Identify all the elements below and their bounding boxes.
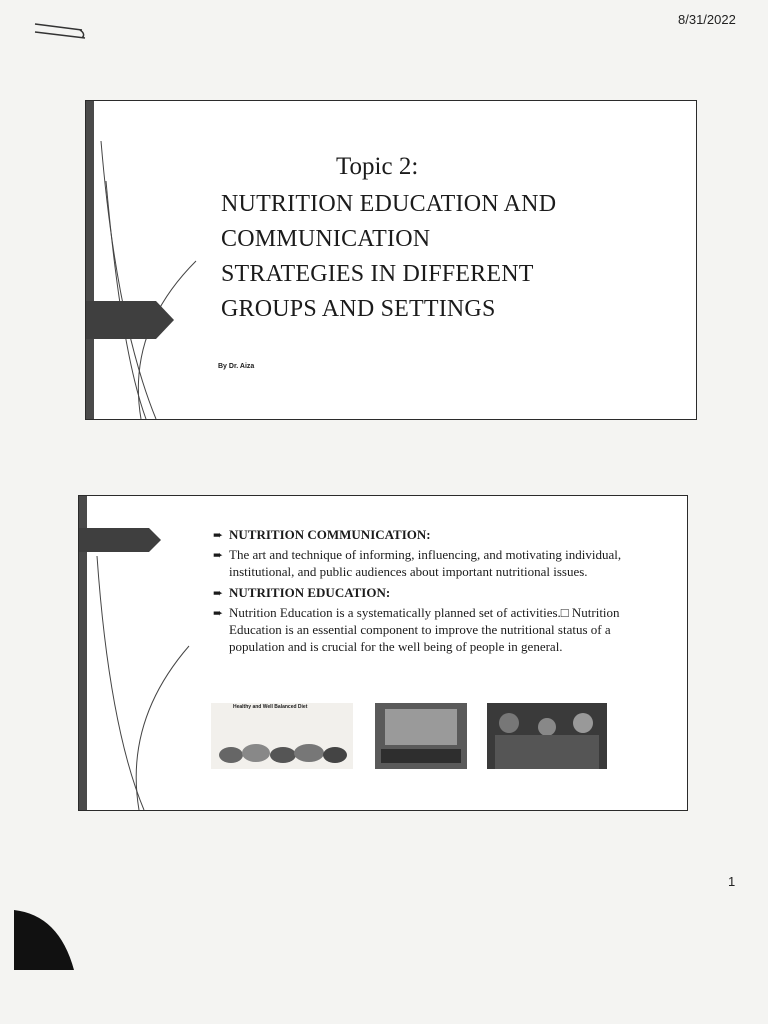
print-date: 8/31/2022 — [678, 12, 736, 27]
staple-mark-icon — [30, 18, 90, 42]
title-line: NUTRITION EDUCATION AND — [221, 191, 557, 217]
bullet-list — [213, 526, 653, 659]
classroom-photo — [375, 703, 467, 769]
title-line: COMMUNICATION — [221, 226, 431, 252]
bullet-text: Nutrition Education is a systematically planned set of activities.□ Nutrition Education is an essential component to improve the nutritional status of a population and is crucial for the well being of people in general. — [229, 605, 620, 654]
arrow-bullet-icon: ➨ — [213, 528, 224, 542]
slide-title — [221, 187, 681, 327]
arrow-bullet-icon: ➨ — [213, 548, 224, 562]
presentation-screen-icon — [375, 703, 467, 769]
page-number: 1 — [728, 874, 736, 889]
title-line: STRATEGIES IN DIFFERENT — [221, 261, 534, 287]
bullet-heading — [213, 526, 653, 543]
arrow-marker-icon — [79, 528, 163, 552]
bullet-item — [213, 546, 653, 580]
bullet-text: The art and technique of informing, influencing, and motivating individual, institutional, and public audiences about important nutritional issues. — [229, 547, 622, 579]
author-byline: By Dr. Aiza — [218, 363, 255, 370]
people-group-icon — [487, 703, 607, 769]
bullet-heading — [213, 584, 653, 601]
photo-caption: Healthy and Well Balanced Diet — [233, 704, 308, 710]
topic-label: Topic 2: — [336, 153, 419, 180]
bullet-item — [213, 604, 653, 655]
food-photo — [211, 703, 353, 769]
slide-accent-bar — [86, 101, 94, 419]
scan-shadow-icon — [14, 910, 94, 970]
arrow-marker-icon — [86, 301, 176, 339]
arrow-bullet-icon: ➨ — [213, 586, 224, 600]
bullet-text: NUTRITION COMMUNICATION: — [229, 527, 431, 542]
title-line: GROUPS AND SETTINGS — [221, 296, 496, 322]
community-photo — [487, 703, 607, 769]
bullet-text: NUTRITION EDUCATION: — [229, 585, 391, 600]
arrow-bullet-icon: ➨ — [213, 606, 224, 620]
content-slide — [78, 495, 688, 811]
food-items-icon — [211, 703, 353, 769]
title-slide — [85, 100, 697, 420]
